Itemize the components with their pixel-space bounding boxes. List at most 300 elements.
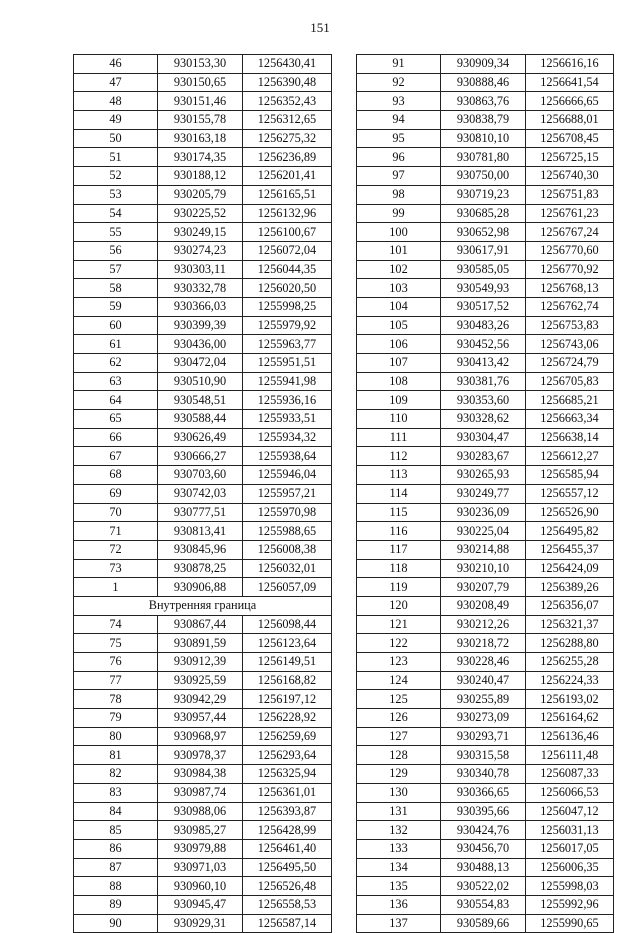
x-coordinate-cell: 930652,98 bbox=[441, 223, 526, 242]
table-row bbox=[74, 316, 332, 335]
x-coordinate-cell: 930456,70 bbox=[441, 839, 526, 858]
table-row bbox=[357, 540, 614, 559]
x-coordinate-cell: 930205,79 bbox=[158, 185, 243, 204]
point-number-cell: 70 bbox=[74, 503, 158, 522]
point-number-cell: 110 bbox=[357, 410, 441, 429]
x-coordinate-cell: 930968,97 bbox=[158, 727, 243, 746]
y-coordinate-cell: 1256724,79 bbox=[526, 354, 614, 373]
point-number-cell: 103 bbox=[357, 279, 441, 298]
point-number-cell: 98 bbox=[357, 185, 441, 204]
x-coordinate-cell: 930909,34 bbox=[441, 55, 526, 74]
section-row bbox=[74, 596, 332, 615]
y-coordinate-cell: 1256740,30 bbox=[526, 167, 614, 186]
point-number-cell: 134 bbox=[357, 858, 441, 877]
table-row bbox=[357, 877, 614, 896]
table-row bbox=[74, 765, 332, 784]
x-coordinate-cell: 930703,60 bbox=[158, 466, 243, 485]
point-number-cell: 132 bbox=[357, 821, 441, 840]
point-number-cell: 117 bbox=[357, 540, 441, 559]
table-row bbox=[357, 335, 614, 354]
x-coordinate-cell: 930863,76 bbox=[441, 92, 526, 111]
point-number-cell: 72 bbox=[74, 540, 158, 559]
x-coordinate-cell: 930971,03 bbox=[158, 858, 243, 877]
point-number-cell: 79 bbox=[74, 709, 158, 728]
table-row bbox=[74, 335, 332, 354]
table-row bbox=[74, 821, 332, 840]
point-number-cell: 69 bbox=[74, 484, 158, 503]
x-coordinate-cell: 930984,38 bbox=[158, 765, 243, 784]
y-coordinate-cell: 1256020,50 bbox=[243, 279, 332, 298]
point-number-cell: 67 bbox=[74, 447, 158, 466]
point-number-cell: 111 bbox=[357, 428, 441, 447]
point-number-cell: 114 bbox=[357, 484, 441, 503]
table-row bbox=[357, 671, 614, 690]
x-coordinate-cell: 930472,04 bbox=[158, 354, 243, 373]
table-row bbox=[357, 316, 614, 335]
x-coordinate-cell: 930225,04 bbox=[441, 522, 526, 541]
point-number-cell: 1 bbox=[74, 578, 158, 597]
table-row bbox=[74, 727, 332, 746]
x-coordinate-cell: 930979,88 bbox=[158, 839, 243, 858]
y-coordinate-cell: 1256044,35 bbox=[243, 260, 332, 279]
table-row bbox=[74, 223, 332, 242]
y-coordinate-cell: 1255957,21 bbox=[243, 484, 332, 503]
y-coordinate-cell: 1255936,16 bbox=[243, 391, 332, 410]
point-number-cell: 64 bbox=[74, 391, 158, 410]
point-number-cell: 68 bbox=[74, 466, 158, 485]
x-coordinate-cell: 930488,13 bbox=[441, 858, 526, 877]
table-row bbox=[357, 372, 614, 391]
x-coordinate-cell: 930978,37 bbox=[158, 746, 243, 765]
point-number-cell: 105 bbox=[357, 316, 441, 335]
y-coordinate-cell: 1256356,07 bbox=[526, 596, 614, 615]
point-number-cell: 88 bbox=[74, 877, 158, 896]
point-number-cell: 62 bbox=[74, 354, 158, 373]
x-coordinate-cell: 930452,56 bbox=[441, 335, 526, 354]
point-number-cell: 93 bbox=[357, 92, 441, 111]
y-coordinate-cell: 1256612,27 bbox=[526, 447, 614, 466]
y-coordinate-cell: 1256201,41 bbox=[243, 167, 332, 186]
point-number-cell: 130 bbox=[357, 783, 441, 802]
y-coordinate-cell: 1256236,89 bbox=[243, 148, 332, 167]
table-row bbox=[74, 241, 332, 260]
point-number-cell: 50 bbox=[74, 129, 158, 148]
y-coordinate-cell: 1256705,83 bbox=[526, 372, 614, 391]
table-row bbox=[74, 653, 332, 672]
x-coordinate-cell: 930399,39 bbox=[158, 316, 243, 335]
y-coordinate-cell: 1256361,01 bbox=[243, 783, 332, 802]
table-row bbox=[74, 540, 332, 559]
y-coordinate-cell: 1256393,87 bbox=[243, 802, 332, 821]
x-coordinate-cell: 930867,44 bbox=[158, 615, 243, 634]
table-row bbox=[357, 914, 614, 933]
x-coordinate-cell: 930332,78 bbox=[158, 279, 243, 298]
y-coordinate-cell: 1256087,33 bbox=[526, 765, 614, 784]
y-coordinate-cell: 1256641,54 bbox=[526, 73, 614, 92]
y-coordinate-cell: 1256455,37 bbox=[526, 540, 614, 559]
point-number-cell: 106 bbox=[357, 335, 441, 354]
x-coordinate-cell: 930988,06 bbox=[158, 802, 243, 821]
table-row bbox=[74, 354, 332, 373]
y-coordinate-cell: 1256293,64 bbox=[243, 746, 332, 765]
y-coordinate-cell: 1256111,48 bbox=[526, 746, 614, 765]
point-number-cell: 119 bbox=[357, 578, 441, 597]
point-number-cell: 131 bbox=[357, 802, 441, 821]
table-row bbox=[357, 746, 614, 765]
point-number-cell: 109 bbox=[357, 391, 441, 410]
table-row bbox=[357, 241, 614, 260]
y-coordinate-cell: 1255951,51 bbox=[243, 354, 332, 373]
table-row bbox=[74, 634, 332, 653]
y-coordinate-cell: 1256663,34 bbox=[526, 410, 614, 429]
x-coordinate-cell: 930304,47 bbox=[441, 428, 526, 447]
x-coordinate-cell: 930153,30 bbox=[158, 55, 243, 74]
y-coordinate-cell: 1255938,64 bbox=[243, 447, 332, 466]
table-row bbox=[357, 727, 614, 746]
point-number-cell: 90 bbox=[74, 914, 158, 933]
table-row bbox=[74, 522, 332, 541]
x-coordinate-cell: 930810,10 bbox=[441, 129, 526, 148]
table-row bbox=[357, 73, 614, 92]
section-label-inner-boundary: Внутренняя граница bbox=[74, 596, 332, 615]
table-row bbox=[74, 129, 332, 148]
y-coordinate-cell: 1255941,98 bbox=[243, 372, 332, 391]
point-number-cell: 91 bbox=[357, 55, 441, 74]
y-coordinate-cell: 1255990,65 bbox=[526, 914, 614, 933]
x-coordinate-cell: 930424,76 bbox=[441, 821, 526, 840]
x-coordinate-cell: 930381,76 bbox=[441, 372, 526, 391]
y-coordinate-cell: 1255970,98 bbox=[243, 503, 332, 522]
table-row bbox=[74, 410, 332, 429]
x-coordinate-cell: 930436,00 bbox=[158, 335, 243, 354]
point-number-cell: 57 bbox=[74, 260, 158, 279]
x-coordinate-cell: 930742,03 bbox=[158, 484, 243, 503]
point-number-cell: 133 bbox=[357, 839, 441, 858]
y-coordinate-cell: 1256136,46 bbox=[526, 727, 614, 746]
point-number-cell: 100 bbox=[357, 223, 441, 242]
y-coordinate-cell: 1256098,44 bbox=[243, 615, 332, 634]
point-number-cell: 56 bbox=[74, 241, 158, 260]
point-number-cell: 137 bbox=[357, 914, 441, 933]
point-number-cell: 84 bbox=[74, 802, 158, 821]
y-coordinate-cell: 1256743,06 bbox=[526, 335, 614, 354]
table-row bbox=[357, 559, 614, 578]
table-row bbox=[357, 522, 614, 541]
y-coordinate-cell: 1256708,45 bbox=[526, 129, 614, 148]
table-row bbox=[357, 858, 614, 877]
x-coordinate-cell: 930150,65 bbox=[158, 73, 243, 92]
point-number-cell: 112 bbox=[357, 447, 441, 466]
y-coordinate-cell: 1256312,65 bbox=[243, 111, 332, 130]
y-coordinate-cell: 1255963,77 bbox=[243, 335, 332, 354]
x-coordinate-cell: 930366,03 bbox=[158, 297, 243, 316]
y-coordinate-cell: 1256072,04 bbox=[243, 241, 332, 260]
point-number-cell: 125 bbox=[357, 690, 441, 709]
table-row bbox=[357, 484, 614, 503]
y-coordinate-cell: 1256165,51 bbox=[243, 185, 332, 204]
x-coordinate-cell: 930225,52 bbox=[158, 204, 243, 223]
x-coordinate-cell: 930626,49 bbox=[158, 428, 243, 447]
table-row bbox=[74, 92, 332, 111]
x-coordinate-cell: 930303,11 bbox=[158, 260, 243, 279]
table-row bbox=[74, 447, 332, 466]
table-row bbox=[357, 410, 614, 429]
y-coordinate-cell: 1256066,53 bbox=[526, 783, 614, 802]
table-row bbox=[357, 391, 614, 410]
y-coordinate-cell: 1256197,12 bbox=[243, 690, 332, 709]
x-coordinate-cell: 930236,09 bbox=[441, 503, 526, 522]
point-number-cell: 60 bbox=[74, 316, 158, 335]
point-number-cell: 97 bbox=[357, 167, 441, 186]
y-coordinate-cell: 1256762,74 bbox=[526, 297, 614, 316]
x-coordinate-cell: 930957,44 bbox=[158, 709, 243, 728]
x-coordinate-cell: 930163,18 bbox=[158, 129, 243, 148]
x-coordinate-cell: 930210,10 bbox=[441, 559, 526, 578]
x-coordinate-cell: 930265,93 bbox=[441, 466, 526, 485]
point-number-cell: 63 bbox=[74, 372, 158, 391]
y-coordinate-cell: 1256767,24 bbox=[526, 223, 614, 242]
x-coordinate-cell: 930240,47 bbox=[441, 671, 526, 690]
y-coordinate-cell: 1255992,96 bbox=[526, 895, 614, 914]
x-coordinate-cell: 930212,26 bbox=[441, 615, 526, 634]
y-coordinate-cell: 1255946,04 bbox=[243, 466, 332, 485]
y-coordinate-cell: 1256149,51 bbox=[243, 653, 332, 672]
coordinates-table-left bbox=[73, 54, 332, 933]
point-number-cell: 71 bbox=[74, 522, 158, 541]
point-number-cell: 116 bbox=[357, 522, 441, 541]
x-coordinate-cell: 930942,29 bbox=[158, 690, 243, 709]
x-coordinate-cell: 930813,41 bbox=[158, 522, 243, 541]
table-row bbox=[357, 204, 614, 223]
point-number-cell: 120 bbox=[357, 596, 441, 615]
y-coordinate-cell: 1256255,28 bbox=[526, 653, 614, 672]
y-coordinate-cell: 1256638,14 bbox=[526, 428, 614, 447]
table-row bbox=[357, 111, 614, 130]
point-number-cell: 78 bbox=[74, 690, 158, 709]
x-coordinate-cell: 930293,71 bbox=[441, 727, 526, 746]
table-row bbox=[74, 428, 332, 447]
x-coordinate-cell: 930395,66 bbox=[441, 802, 526, 821]
point-number-cell: 115 bbox=[357, 503, 441, 522]
x-coordinate-cell: 930207,79 bbox=[441, 578, 526, 597]
point-number-cell: 48 bbox=[74, 92, 158, 111]
table-row bbox=[357, 260, 614, 279]
x-coordinate-cell: 930249,15 bbox=[158, 223, 243, 242]
point-number-cell: 128 bbox=[357, 746, 441, 765]
table-row bbox=[74, 297, 332, 316]
y-coordinate-cell: 1255979,92 bbox=[243, 316, 332, 335]
x-coordinate-cell: 930719,23 bbox=[441, 185, 526, 204]
x-coordinate-cell: 930666,27 bbox=[158, 447, 243, 466]
point-number-cell: 54 bbox=[74, 204, 158, 223]
point-number-cell: 136 bbox=[357, 895, 441, 914]
y-coordinate-cell: 1256168,82 bbox=[243, 671, 332, 690]
x-coordinate-cell: 930585,05 bbox=[441, 260, 526, 279]
x-coordinate-cell: 930845,96 bbox=[158, 540, 243, 559]
x-coordinate-cell: 930617,91 bbox=[441, 241, 526, 260]
x-coordinate-cell: 930214,88 bbox=[441, 540, 526, 559]
table-row bbox=[74, 578, 332, 597]
x-coordinate-cell: 930353,60 bbox=[441, 391, 526, 410]
point-number-cell: 73 bbox=[74, 559, 158, 578]
point-number-cell: 121 bbox=[357, 615, 441, 634]
table-row bbox=[74, 503, 332, 522]
point-number-cell: 129 bbox=[357, 765, 441, 784]
x-coordinate-cell: 930838,79 bbox=[441, 111, 526, 130]
y-coordinate-cell: 1256495,50 bbox=[243, 858, 332, 877]
table-row bbox=[357, 223, 614, 242]
point-number-cell: 66 bbox=[74, 428, 158, 447]
table-row bbox=[74, 73, 332, 92]
point-number-cell: 92 bbox=[357, 73, 441, 92]
x-coordinate-cell: 930315,58 bbox=[441, 746, 526, 765]
y-coordinate-cell: 1256390,48 bbox=[243, 73, 332, 92]
point-number-cell: 101 bbox=[357, 241, 441, 260]
x-coordinate-cell: 930888,46 bbox=[441, 73, 526, 92]
y-coordinate-cell: 1256164,62 bbox=[526, 709, 614, 728]
x-coordinate-cell: 930906,88 bbox=[158, 578, 243, 597]
table-row bbox=[357, 653, 614, 672]
point-number-cell: 118 bbox=[357, 559, 441, 578]
y-coordinate-cell: 1256047,12 bbox=[526, 802, 614, 821]
y-coordinate-cell: 1256688,01 bbox=[526, 111, 614, 130]
x-coordinate-cell: 930685,28 bbox=[441, 204, 526, 223]
y-coordinate-cell: 1256557,12 bbox=[526, 484, 614, 503]
table-row bbox=[357, 634, 614, 653]
table-row bbox=[74, 372, 332, 391]
point-number-cell: 74 bbox=[74, 615, 158, 634]
point-number-cell: 49 bbox=[74, 111, 158, 130]
table-row bbox=[74, 783, 332, 802]
table-row bbox=[74, 484, 332, 503]
y-coordinate-cell: 1256032,01 bbox=[243, 559, 332, 578]
x-coordinate-cell: 930589,66 bbox=[441, 914, 526, 933]
point-number-cell: 102 bbox=[357, 260, 441, 279]
point-number-cell: 94 bbox=[357, 111, 441, 130]
x-coordinate-cell: 930554,83 bbox=[441, 895, 526, 914]
table-row bbox=[357, 709, 614, 728]
point-number-cell: 51 bbox=[74, 148, 158, 167]
point-number-cell: 124 bbox=[357, 671, 441, 690]
y-coordinate-cell: 1256526,90 bbox=[526, 503, 614, 522]
table-row bbox=[357, 578, 614, 597]
y-coordinate-cell: 1256753,83 bbox=[526, 316, 614, 335]
table-row bbox=[74, 615, 332, 634]
point-number-cell: 75 bbox=[74, 634, 158, 653]
point-number-cell: 99 bbox=[357, 204, 441, 223]
table-row bbox=[74, 185, 332, 204]
y-coordinate-cell: 1256017,05 bbox=[526, 839, 614, 858]
y-coordinate-cell: 1256325,94 bbox=[243, 765, 332, 784]
y-coordinate-cell: 1256587,14 bbox=[243, 914, 332, 933]
y-coordinate-cell: 1256725,15 bbox=[526, 148, 614, 167]
y-coordinate-cell: 1256275,32 bbox=[243, 129, 332, 148]
x-coordinate-cell: 930155,78 bbox=[158, 111, 243, 130]
x-coordinate-cell: 930588,44 bbox=[158, 410, 243, 429]
y-coordinate-cell: 1256666,65 bbox=[526, 92, 614, 111]
x-coordinate-cell: 930273,09 bbox=[441, 709, 526, 728]
point-number-cell: 122 bbox=[357, 634, 441, 653]
y-coordinate-cell: 1256008,38 bbox=[243, 540, 332, 559]
table-row bbox=[357, 839, 614, 858]
point-number-cell: 127 bbox=[357, 727, 441, 746]
point-number-cell: 83 bbox=[74, 783, 158, 802]
x-coordinate-cell: 930174,35 bbox=[158, 148, 243, 167]
x-coordinate-cell: 930218,72 bbox=[441, 634, 526, 653]
y-coordinate-cell: 1255988,65 bbox=[243, 522, 332, 541]
x-coordinate-cell: 930208,49 bbox=[441, 596, 526, 615]
point-number-cell: 61 bbox=[74, 335, 158, 354]
table-row bbox=[74, 895, 332, 914]
table-row bbox=[357, 596, 614, 615]
table-row bbox=[74, 279, 332, 298]
table-row bbox=[74, 690, 332, 709]
coordinates-table-right bbox=[356, 54, 614, 933]
point-number-cell: 55 bbox=[74, 223, 158, 242]
point-number-cell: 58 bbox=[74, 279, 158, 298]
y-coordinate-cell: 1256288,80 bbox=[526, 634, 614, 653]
table-row bbox=[357, 466, 614, 485]
table-row bbox=[357, 690, 614, 709]
table-row bbox=[357, 55, 614, 74]
table-row bbox=[74, 260, 332, 279]
y-coordinate-cell: 1256123,64 bbox=[243, 634, 332, 653]
point-number-cell: 135 bbox=[357, 877, 441, 896]
table-row bbox=[357, 783, 614, 802]
table-row bbox=[357, 802, 614, 821]
y-coordinate-cell: 1256228,92 bbox=[243, 709, 332, 728]
point-number-cell: 85 bbox=[74, 821, 158, 840]
x-coordinate-cell: 930549,93 bbox=[441, 279, 526, 298]
table-row bbox=[74, 559, 332, 578]
y-coordinate-cell: 1256321,37 bbox=[526, 615, 614, 634]
point-number-cell: 95 bbox=[357, 129, 441, 148]
table-row bbox=[357, 821, 614, 840]
point-number-cell: 77 bbox=[74, 671, 158, 690]
y-coordinate-cell: 1256558,53 bbox=[243, 895, 332, 914]
y-coordinate-cell: 1256616,16 bbox=[526, 55, 614, 74]
table-row bbox=[74, 839, 332, 858]
table-row bbox=[74, 858, 332, 877]
y-coordinate-cell: 1256770,60 bbox=[526, 241, 614, 260]
y-coordinate-cell: 1256389,26 bbox=[526, 578, 614, 597]
table-row bbox=[357, 615, 614, 634]
x-coordinate-cell: 930274,23 bbox=[158, 241, 243, 260]
y-coordinate-cell: 1256424,09 bbox=[526, 559, 614, 578]
x-coordinate-cell: 930878,25 bbox=[158, 559, 243, 578]
y-coordinate-cell: 1256768,13 bbox=[526, 279, 614, 298]
point-number-cell: 65 bbox=[74, 410, 158, 429]
x-coordinate-cell: 930945,47 bbox=[158, 895, 243, 914]
table-row bbox=[74, 167, 332, 186]
y-coordinate-cell: 1256259,69 bbox=[243, 727, 332, 746]
x-coordinate-cell: 930328,62 bbox=[441, 410, 526, 429]
x-coordinate-cell: 930548,51 bbox=[158, 391, 243, 410]
point-number-cell: 89 bbox=[74, 895, 158, 914]
point-number-cell: 76 bbox=[74, 653, 158, 672]
y-coordinate-cell: 1256495,82 bbox=[526, 522, 614, 541]
point-number-cell: 87 bbox=[74, 858, 158, 877]
y-coordinate-cell: 1255933,51 bbox=[243, 410, 332, 429]
point-number-cell: 123 bbox=[357, 653, 441, 672]
y-coordinate-cell: 1256770,92 bbox=[526, 260, 614, 279]
y-coordinate-cell: 1256057,09 bbox=[243, 578, 332, 597]
table-row bbox=[74, 55, 332, 74]
table-row bbox=[357, 279, 614, 298]
x-coordinate-cell: 930188,12 bbox=[158, 167, 243, 186]
table-row bbox=[357, 447, 614, 466]
table-row bbox=[357, 185, 614, 204]
